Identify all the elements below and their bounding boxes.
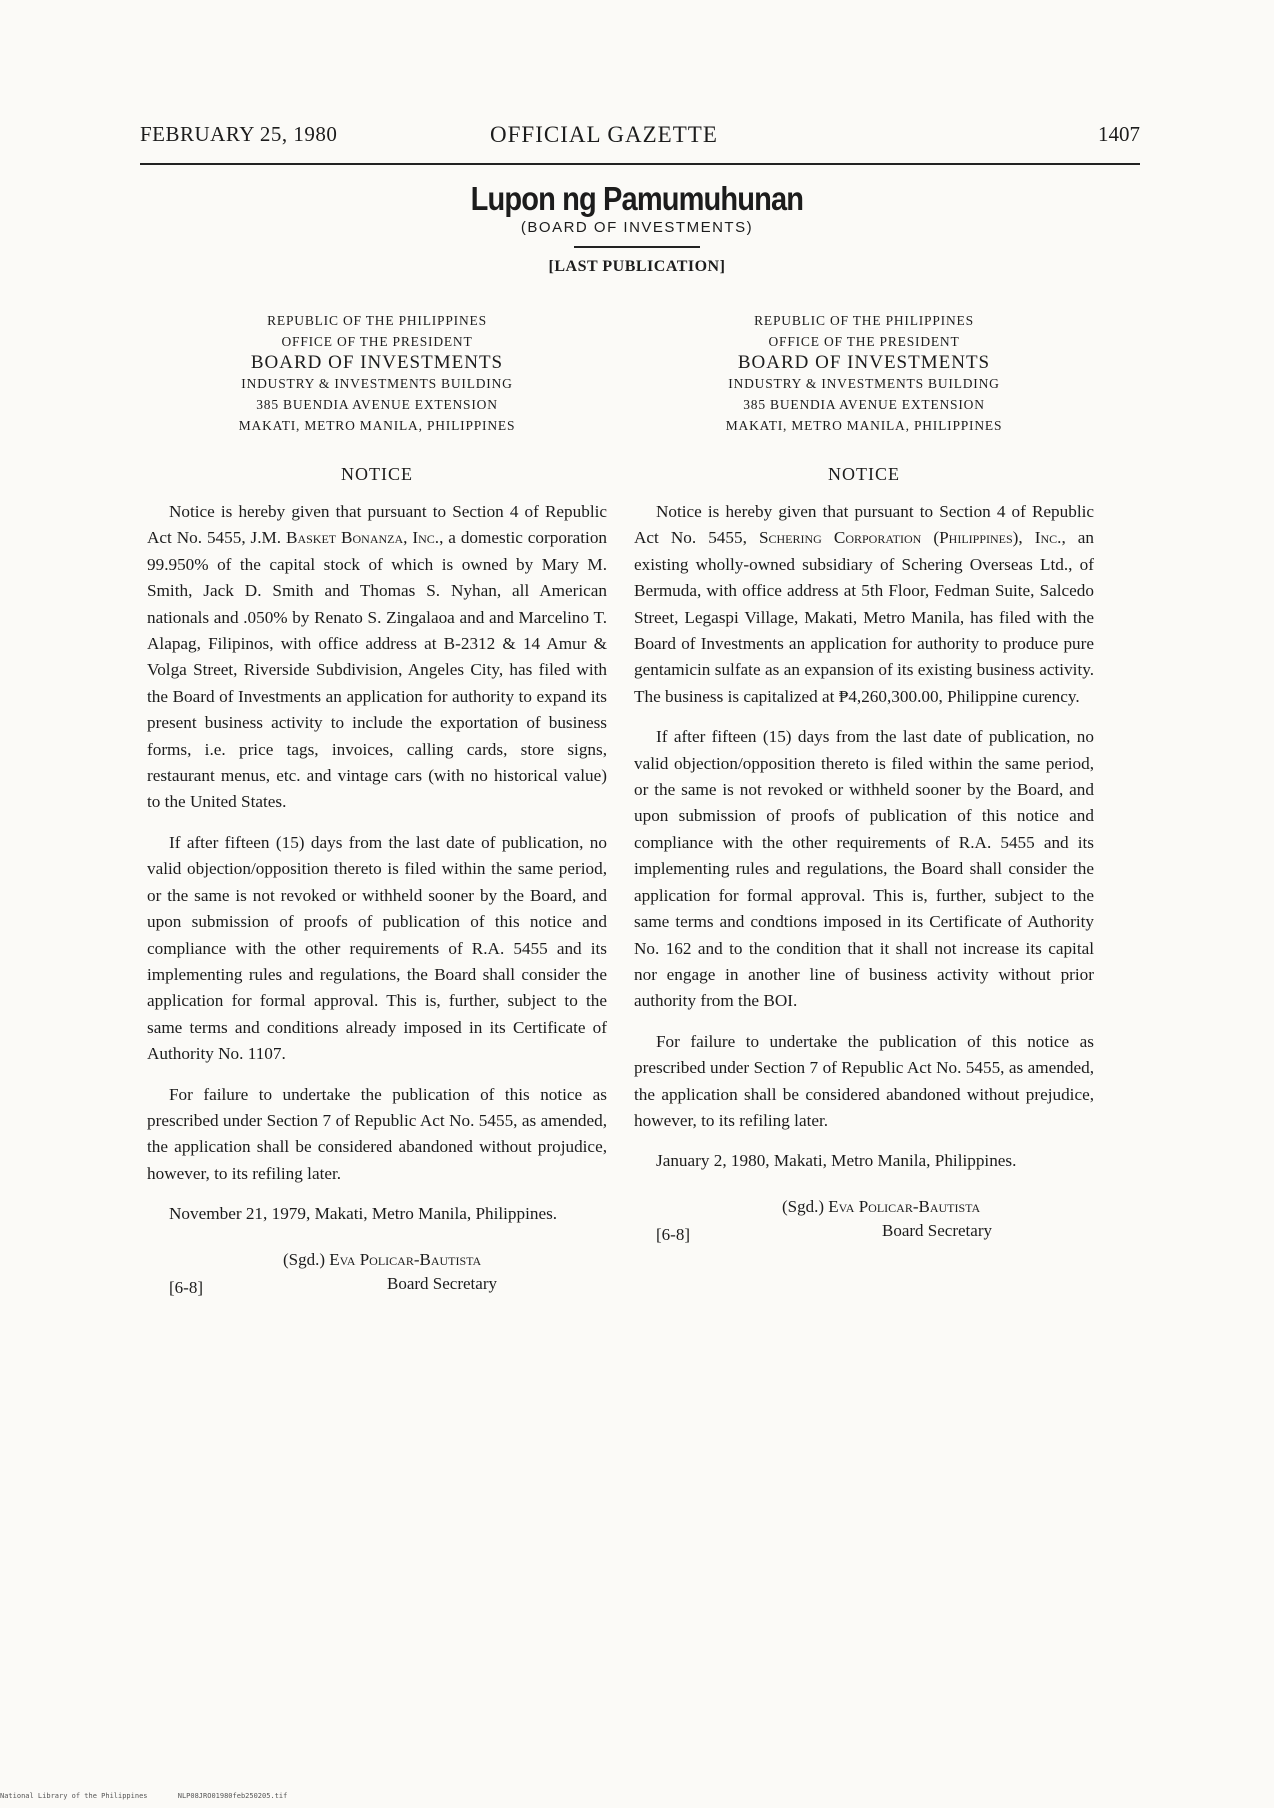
address-city: MAKATI, METRO MANILA, PHILIPPINES bbox=[238, 418, 516, 433]
signatory: Eva Policar-Bautista bbox=[329, 1249, 482, 1269]
company-name: J.M. Basket Bonanza, Inc. bbox=[250, 528, 440, 548]
running-header bbox=[140, 122, 1140, 154]
issue-code: [6-8] bbox=[169, 1277, 203, 1297]
header-rule bbox=[140, 163, 1140, 165]
scan-footer bbox=[0, 1792, 313, 1800]
paragraph-text: , a domestic corporation 99.950% of the capital stock of which is owned by Mary M. Smith, Jack D. Smith and Thomas S. Nyhan, all American nationals and .050% by Renato S. Zingalaoa and and Marcelino T. Alapag, Filipinos, with office address at B-2312 & 14 Amur & Volga Street, Riverside Subdivision, Angeles City, has filed with the Board of Investments an application for authority to expand its present business activity to include the exportation of business forms, i.e. price tags, invoices, calling cards, store signs, restaurant menus, etc. and vintage cars (with no historical value) to the United States. bbox=[147, 528, 608, 812]
issue-code: [6-8] bbox=[656, 1224, 690, 1244]
issue-date: FEBRUARY 25, 1980 bbox=[140, 122, 338, 146]
signed-mark: (Sgd.) bbox=[283, 1249, 330, 1269]
address-block bbox=[147, 310, 607, 436]
paragraph-text: Notice is hereby given that pursuant to Section 4 of Republic Act No. 5455, bbox=[634, 502, 1094, 548]
masthead-rule bbox=[574, 246, 700, 248]
notice-paragraph-1 bbox=[634, 499, 1094, 710]
paragraph-text: Notice is hereby given that pursuant to Section 4 of Republic Act No. 5455, bbox=[147, 502, 607, 548]
notice-left-column bbox=[147, 310, 607, 1310]
section-subtitle: (BOARD OF INVESTMENTS) bbox=[520, 219, 754, 236]
notice-paragraph-2: If after fifteen (15) days from the last date of publication, no valid objection/opposition thereto is filed within the same period, or the same is not revoked or withheld sooner by the Board, and upon submission of proofs of publication of this notice and compliance with the other requirements of R.A. 5455 and its implementing rules and regulations, the Board shall consider the application for formal approval. This is, further, subject to the same terms and conditions already imposed in its Certificate of Authority No. 1107. bbox=[147, 832, 607, 1064]
signatory-title: Board Secretary bbox=[387, 1273, 497, 1293]
notice-right-column bbox=[634, 310, 1094, 1257]
signature-block bbox=[147, 1250, 607, 1310]
address-office: OFFICE OF THE PRESIDENT bbox=[768, 334, 960, 349]
library-credit: National Library of the Philippines bbox=[0, 1792, 148, 1800]
last-publication-label: [LAST PUBLICATION] bbox=[548, 258, 726, 275]
company-name: Schering Corporation (Philippines), Inc. bbox=[758, 528, 1062, 548]
notice-paragraph-3: For failure to undertake the publication of this notice as prescribed under Section 7 of Republic Act No. 5455, as amended, the application shall be considered abandoned without projudice, however, to its refiling later. bbox=[147, 1084, 607, 1183]
address-block bbox=[634, 310, 1094, 436]
address-board: BOARD OF INVESTMENTS bbox=[250, 352, 504, 373]
paragraph-text: , an existing wholly-owned subsidiary of Schering Overseas Ltd., of Bermuda, with office address at 5th Floor, Fedman Suite, Salcedo Street, Legaspi Village, Makati, Metro Manila, has filed with the Board of Investments an application for authority to produce pure gentamicin sulfate as an expansion of its existing business activity. The business is capitalized at ₱4,260,300.00, Philippine curency. bbox=[634, 528, 1095, 706]
signature-block bbox=[634, 1197, 1094, 1257]
address-city: MAKATI, METRO MANILA, PHILIPPINES bbox=[725, 418, 1003, 433]
address-building: INDUSTRY & INVESTMENTS BUILDING bbox=[728, 376, 1000, 391]
notice-date-line: November 21, 1979, Makati, Metro Manila, Philippines. bbox=[169, 1204, 558, 1224]
signatory-title: Board Secretary bbox=[882, 1220, 992, 1240]
notice-paragraph-3: For failure to undertake the publication of this notice as prescribed under Section 7 of Republic Act No. 5455, as amended, the application shall be considered abandoned without prejudice, however, to its refiling later. bbox=[634, 1031, 1094, 1130]
address-office: OFFICE OF THE PRESIDENT bbox=[281, 334, 473, 349]
notice-title: NOTICE bbox=[828, 464, 900, 484]
signatory: Eva Policar-Bautista bbox=[828, 1196, 981, 1216]
signatory-name bbox=[283, 1250, 481, 1270]
address-republic: REPUBLIC OF THE PHILIPPINES bbox=[267, 313, 487, 328]
publication-name: OFFICIAL GAZETTE bbox=[490, 122, 718, 147]
notice-title: NOTICE bbox=[341, 464, 413, 484]
address-board: BOARD OF INVESTMENTS bbox=[737, 352, 991, 373]
address-street: 385 BUENDIA AVENUE EXTENSION bbox=[256, 397, 498, 412]
signed-mark: (Sgd.) bbox=[782, 1196, 829, 1216]
notice-date-line: January 2, 1980, Makati, Metro Manila, Philippines. bbox=[656, 1151, 1017, 1171]
signatory-name bbox=[782, 1197, 980, 1217]
page-number: 1407 bbox=[1098, 122, 1140, 146]
address-republic: REPUBLIC OF THE PHILIPPINES bbox=[754, 313, 974, 328]
address-street: 385 BUENDIA AVENUE EXTENSION bbox=[743, 397, 985, 412]
section-title: Lupon ng Pamumuhunan bbox=[470, 180, 804, 217]
notice-paragraph-1 bbox=[147, 499, 607, 816]
notice-paragraph-2: If after fifteen (15) days from the last date of publication, no valid objection/opposition thereto is filed within the same period, or the same is not revoked or withheld sooner by the Board, and upon submission of proofs of publication of this notice and compliance with the other requirements of R.A. 5455 and its implementing rules and regulations, the Board shall consider the application for formal approval. This is, further, subject to the same terms and condtions imposed in its Certificate of Authority No. 162 and to the condition that it shall not increase its capital nor engage in another line of business activity without prior authority from the BOI. bbox=[634, 727, 1094, 1011]
address-building: INDUSTRY & INVESTMENTS BUILDING bbox=[241, 376, 513, 391]
scan-filename: NLP08JRO01980feb250205.tif bbox=[177, 1792, 288, 1800]
masthead bbox=[0, 180, 1274, 276]
